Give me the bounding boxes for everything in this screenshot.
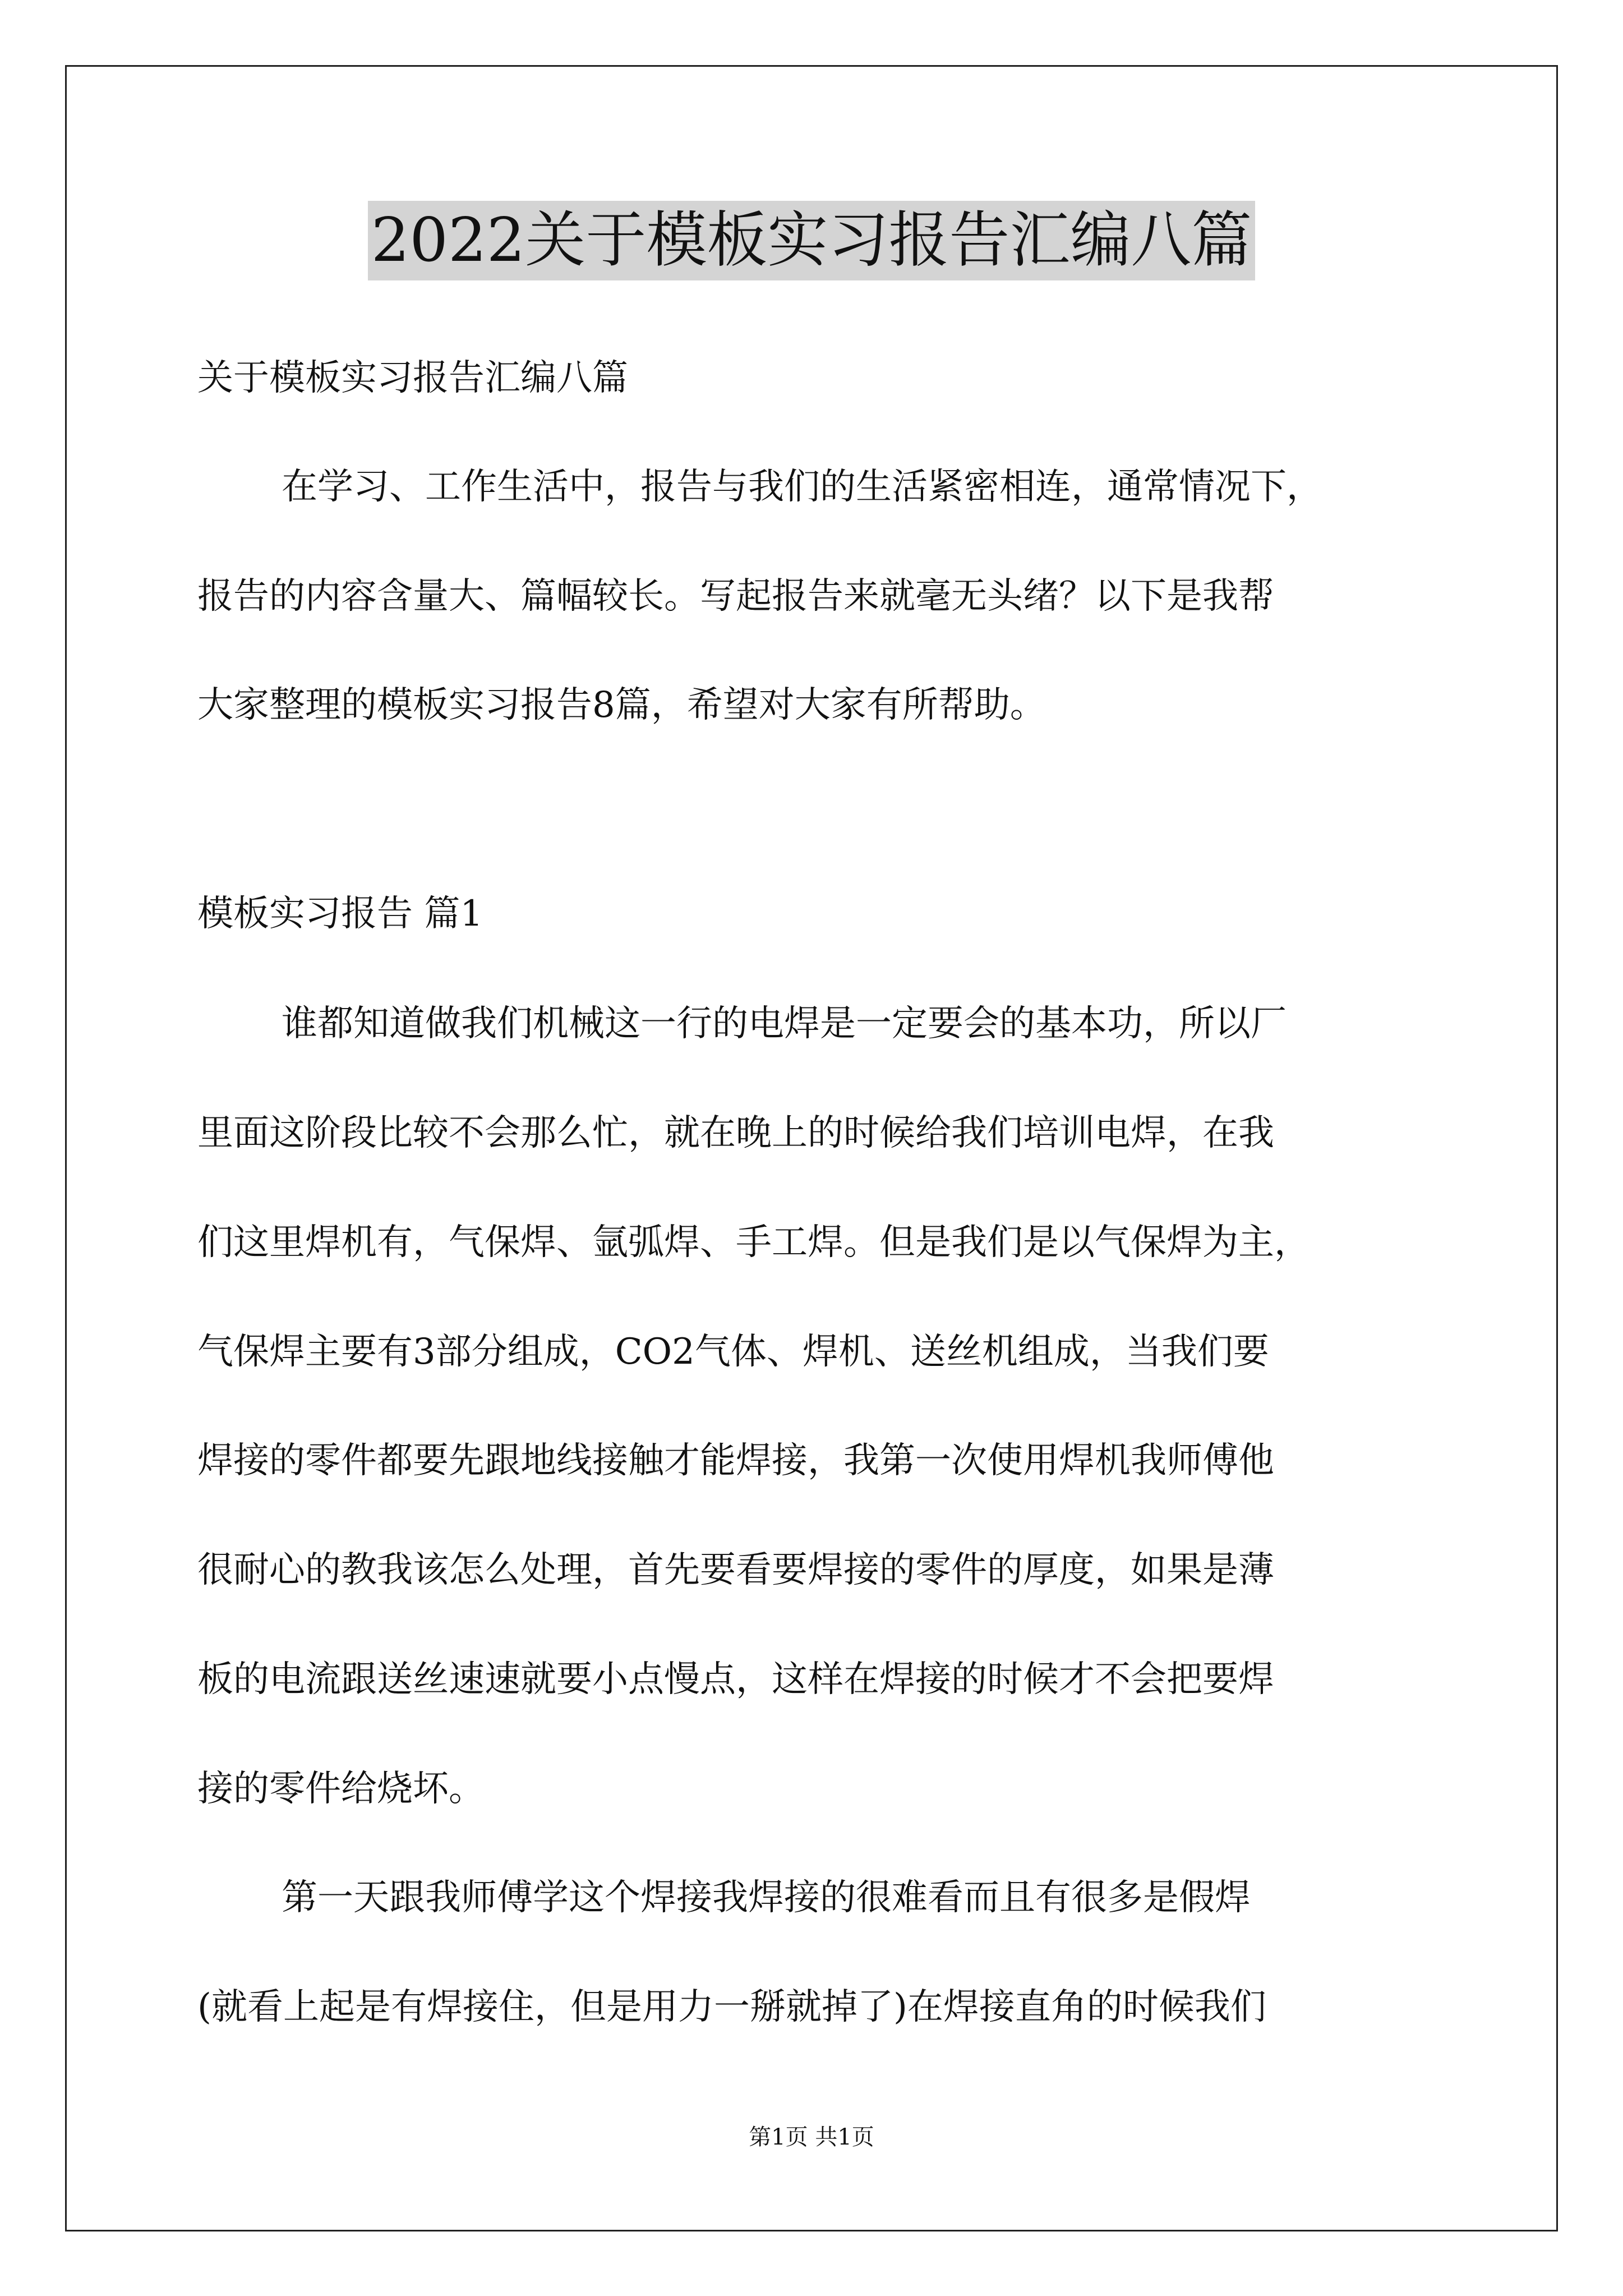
paragraph1-line-3: 们这里焊机有，气保焊、氩弧焊、手工焊。但是我们是以气保焊为主，: [197, 1222, 1310, 1263]
title-container: [0, 201, 1623, 280]
page-footer: 第1页 共1页: [749, 2124, 874, 2150]
paragraph1-line-1: 谁都知道做我们机械这一行的电焊是一定要会的基本功，所以厂: [282, 1003, 1287, 1045]
document-subtitle: 关于模板实习报告汇编八篇: [197, 357, 628, 399]
paragraph1-line-7: 板的电流跟送丝速速就要小点慢点，这样在焊接的时候才不会把要焊: [197, 1659, 1274, 1700]
paragraph2-line-1: 第一天跟我师傅学这个焊接我焊接的很难看而且有很多是假焊: [282, 1877, 1251, 1918]
intro-line-3: 大家整理的模板实习报告8篇，希望对大家有所帮助。: [197, 684, 1046, 726]
intro-line-1: 在学习、工作生活中，报告与我们的生活紧密相连，通常情况下，: [282, 466, 1322, 508]
section-heading: 模板实习报告 篇1: [197, 893, 483, 935]
paragraph2-line-2: (就看上起是有焊接住，但是用力一掰就掉了)在焊接直角的时候我们: [197, 1986, 1266, 2028]
paragraph1-line-5: 焊接的零件都要先跟地线接触才能焊接，我第一次使用焊机我师傅他: [197, 1440, 1274, 1481]
paragraph1-line-2: 里面这阶段比较不会那么忙，就在晚上的时候给我们培训电焊，在我: [197, 1112, 1274, 1154]
paragraph1-line-6: 很耐心的教我该怎么处理，首先要看要焊接的零件的厚度，如果是薄: [197, 1549, 1274, 1591]
paragraph1-line-4: 气保焊主要有3部分组成，CO2气体、焊机、送丝机组成，当我们要: [197, 1331, 1269, 1373]
paragraph1-line-8: 接的零件给烧坏。: [197, 1768, 485, 1810]
document-title: 2022关于模板实习报告汇编八篇: [368, 201, 1256, 280]
intro-line-2: 报告的内容含量大、篇幅较长。写起报告来就毫无头绪？以下是我帮: [197, 576, 1274, 617]
